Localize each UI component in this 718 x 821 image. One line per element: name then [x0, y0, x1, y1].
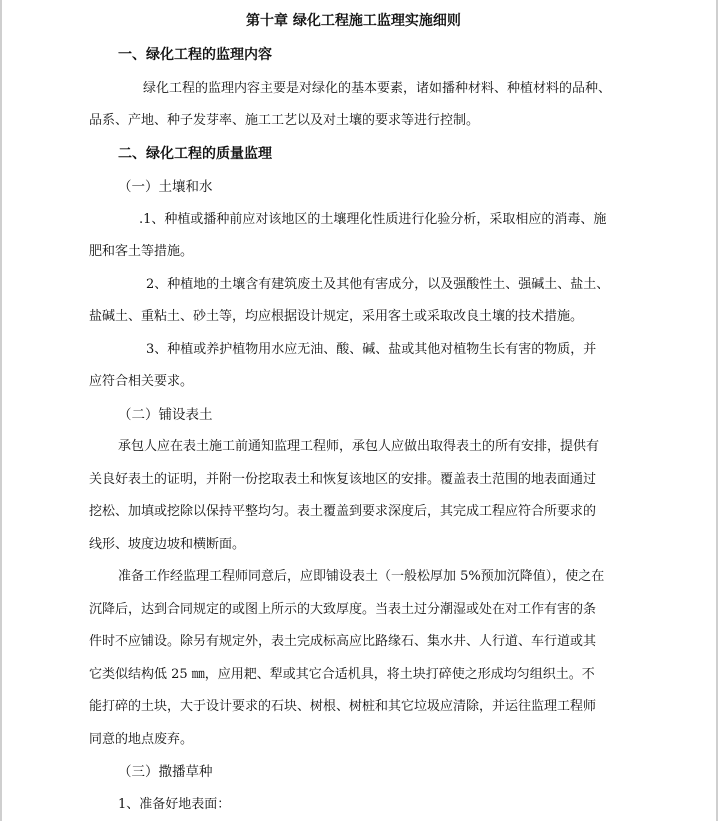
topsoil-paragraph-2-line: 能打碎的土块，大于设计要求的石块、树根、树桩和其它垃圾应清除，并运往监理工程师 — [89, 699, 597, 714]
topsoil-paragraph-1-line: 承包人应在表土施工前通知监理工程师，承包人应做出取得表土的所有安排，提供有 — [118, 439, 600, 454]
topsoil-paragraph-2-line: 件时不应铺设。除另有规定外，表土完成标高应比路缘石、集水井、人行道、车行道或其 — [89, 634, 597, 649]
soil-item-2-line: 2、种植地的土壤含有建筑废土及其他有害成分，以及强酸性土、强碱土、盐土、 — [146, 277, 610, 292]
topsoil-paragraph-2-line: 准备工作经监理工程师同意后，应即铺设表土（一般松厚加 5%预加沉降值），使之在 — [118, 569, 605, 584]
section-1-paragraph-line: 绿化工程的监理内容主要是对绿化的基本要素，诸如播种材料、种植材料的品种、 — [143, 81, 612, 96]
topsoil-paragraph-1-line: 挖松、加填或挖除以保持平整均匀。表土覆盖到要求深度后，其完成工程应符合所要求的 — [89, 504, 597, 519]
soil-item-3-line: 3、种植或养护植物用水应无油、酸、碱、盐或其他对植物生长有害的物质，并 — [146, 342, 597, 357]
section-2-heading: 二、绿化工程的质量监理 — [118, 146, 272, 162]
topsoil-paragraph-2-line: 它类似结构低 25 ㎜，应用耙、犁或其它合适机具，将土块打碎使之形成均匀组织土。不 — [89, 667, 595, 682]
soil-item-1-line: .1、种植或播种前应对该地区的土壤理化性质进行化验分析，采取相应的消毒、施 — [139, 212, 607, 227]
soil-item-1-line: 肥和客土等措施。 — [89, 244, 194, 259]
soil-item-3-line: 应符合相关要求。 — [89, 374, 194, 389]
soil-item-2-line: 盐碱土、重粘土、砂土等，均应根据设计规定，采用客土或采取改良土壤的技术措施。 — [89, 309, 584, 324]
topsoil-paragraph-2-line: 同意的地点废弃。 — [89, 732, 194, 747]
subsection-soil-water-heading: （一）土壤和水 — [118, 179, 213, 195]
subsection-topsoil-heading: （二）铺设表土 — [118, 407, 213, 423]
topsoil-paragraph-2-line: 沉降后，达到合同规定的或图上所示的大致厚度。当表土过分潮湿或处在对工作有害的条 — [89, 602, 597, 617]
chapter-title: 第十章 绿化工程施工监理实施细则 — [246, 13, 461, 29]
topsoil-paragraph-1-line: 线形、坡度边坡和横断面。 — [89, 537, 246, 552]
topsoil-paragraph-1-line: 关良好表土的证明，并附一份挖取表土和恢复该地区的安排。覆盖表土范围的地表面通过 — [89, 472, 597, 487]
grass-seeding-item-1: 1、准备好地表面： — [118, 797, 231, 812]
section-1-paragraph-line: 品系、产地、种子发芽率、施工工艺以及对土壤的要求等进行控制。 — [89, 113, 480, 128]
section-1-heading: 一、绿化工程的监理内容 — [118, 47, 272, 63]
subsection-grass-seeding-heading: （三）撒播草种 — [118, 764, 213, 780]
